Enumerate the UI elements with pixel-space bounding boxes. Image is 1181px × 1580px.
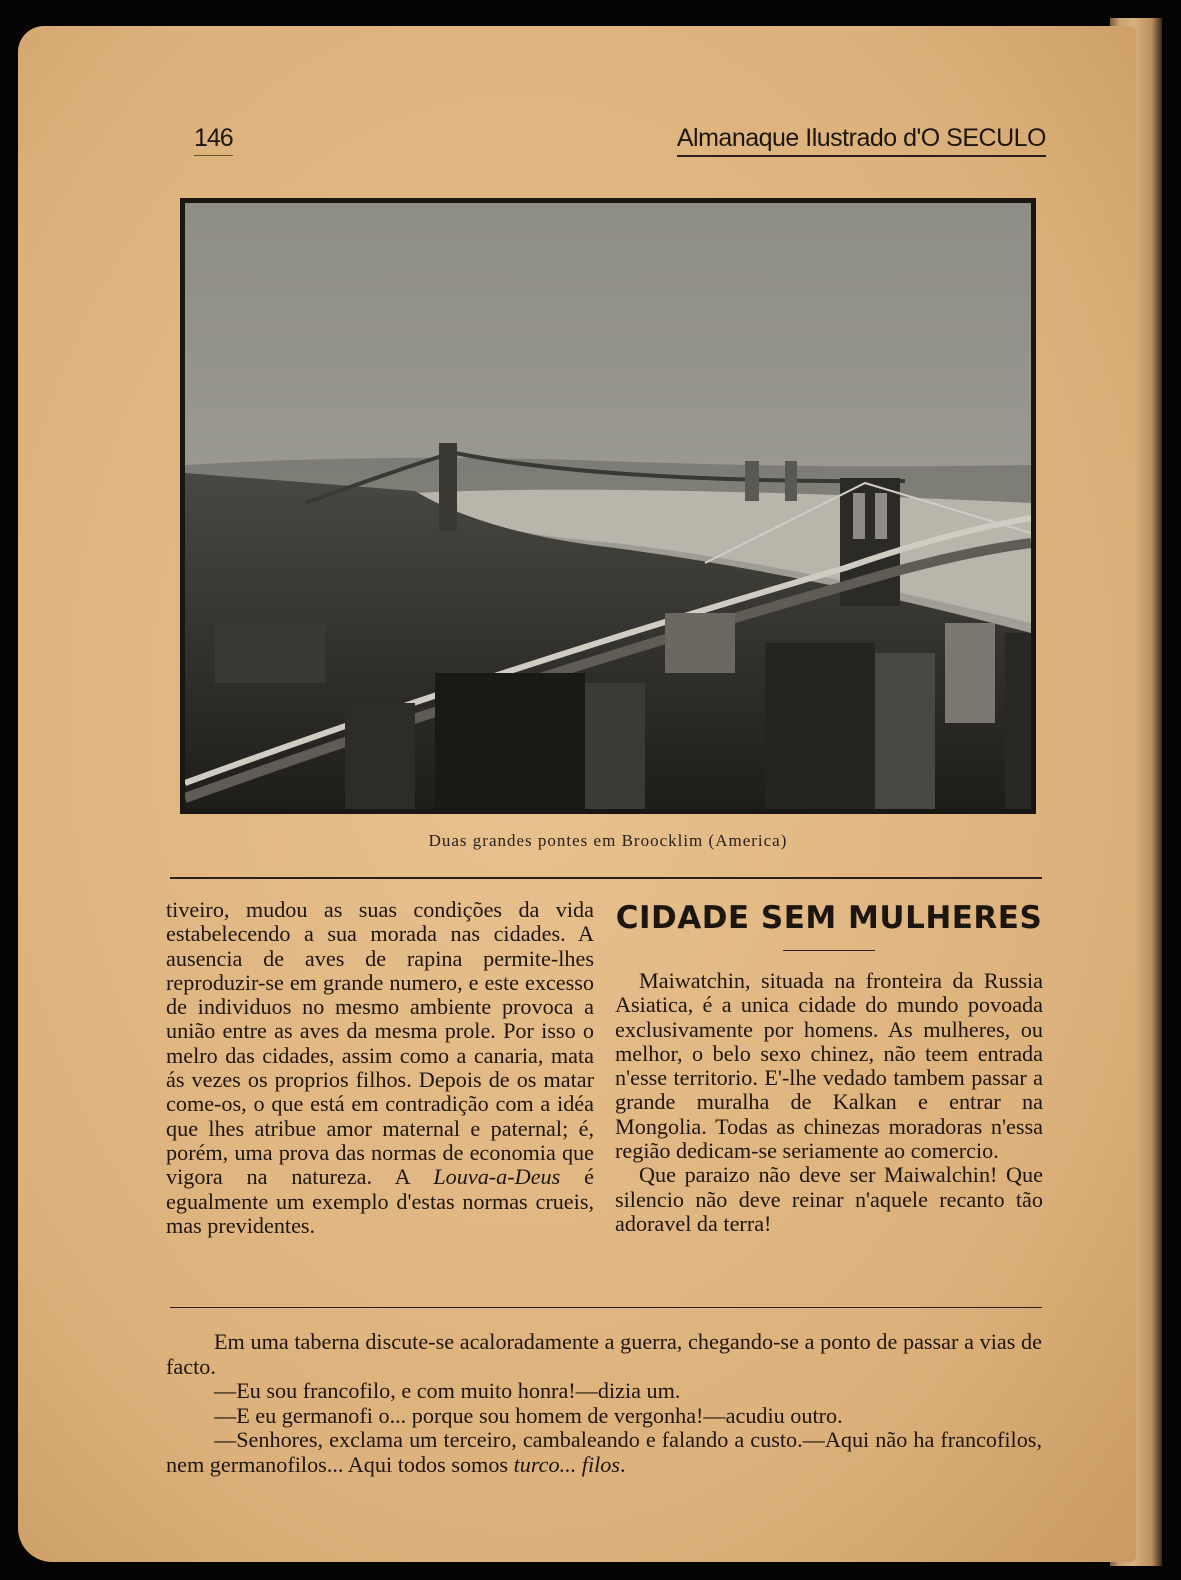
anecdote-line-2: —Eu sou francofilo, e com muito honra!—dizia um. — [214, 1378, 681, 1403]
title-rule — [783, 950, 875, 951]
brooklyn-bridges-illustration — [185, 203, 1031, 809]
left-column-text — [166, 898, 594, 1238]
anecdote-line-4-text: —Senhores, exclama um terceiro, cambaleando e falando a custo.—Aqui não ha francofilos, nem germanofilos... Aqui todos somos — [166, 1427, 1042, 1477]
left-text-italic: Louva-a-Deus — [433, 1164, 561, 1190]
left-column-paragraph — [166, 898, 594, 1238]
section-divider — [170, 1307, 1042, 1308]
article-paragraph-2: Que paraizo não deve ser Maiwalchin! Que silencio não deve reinar n'aquele recanto tão adoravel da terra! — [615, 1162, 1043, 1236]
anecdote-line-4 — [166, 1428, 1042, 1477]
anecdote-section — [166, 1330, 1042, 1477]
article-column — [615, 898, 1043, 1236]
article-paragraph-1: Maiwatchin, situada na fronteira da Russia Asiatica, é a unica cidade do mundo povoada exclusivamente por homens. As mulheres, ou melhor, o belo sexo chinez, não teem entrada n'esse territorio. E'-lhe vedado tambem passar a grande muralha de Kalkan e entrar na Mongolia. Todas as chinezas moradoras n'essa região dedicam-se seriamente ao comercio. — [615, 968, 1043, 1164]
left-text-part1: tiveiro, mudou as suas condições da vida estabelecendo a sua morada nas cidades. A ausencia de aves de rapina permite-lhes reproduzir-se em grande numero, e este excesso de individuos no mesmo ambiente provoca a união entre as aves da mesma prole. Por isso o melro das cidades, assim como a canaria, mata ás vezes os proprios filhos. Depois de os matar come-os, o que está em contradição com a idéa que lhes atribue amor maternal e paternal; é, porém, uma prova das normas de economia que vigora na natureza. A — [166, 897, 594, 1190]
left-text-part2: é egualmente um exemplo d'estas normas crueis, mas previdentes. — [166, 1164, 594, 1238]
photo-caption: Duas grandes pontes em Broocklim (America) — [428, 831, 788, 850]
anecdote-line-1: Em uma taberna discute-se acaloradamente a guerra, chegando-se a ponto de passar a vias de facto. — [166, 1329, 1042, 1379]
anecdote-line-3: —E eu germanofi o... porque sou homem de vergonha!—acudiu outro. — [214, 1402, 843, 1428]
article-title: CIDADE SEM MULHERES — [615, 900, 1043, 936]
bridge-photograph — [180, 198, 1036, 814]
anecdote-line-4-italic: turco... filos — [513, 1451, 621, 1477]
caption-divider — [170, 877, 1042, 879]
anecdote-line-4-end: . — [620, 1451, 626, 1477]
page-number: 146 — [194, 124, 233, 156]
running-title: Almanaque Ilustrado d'O SECULO — [677, 124, 1046, 157]
page-header — [168, 124, 1046, 158]
